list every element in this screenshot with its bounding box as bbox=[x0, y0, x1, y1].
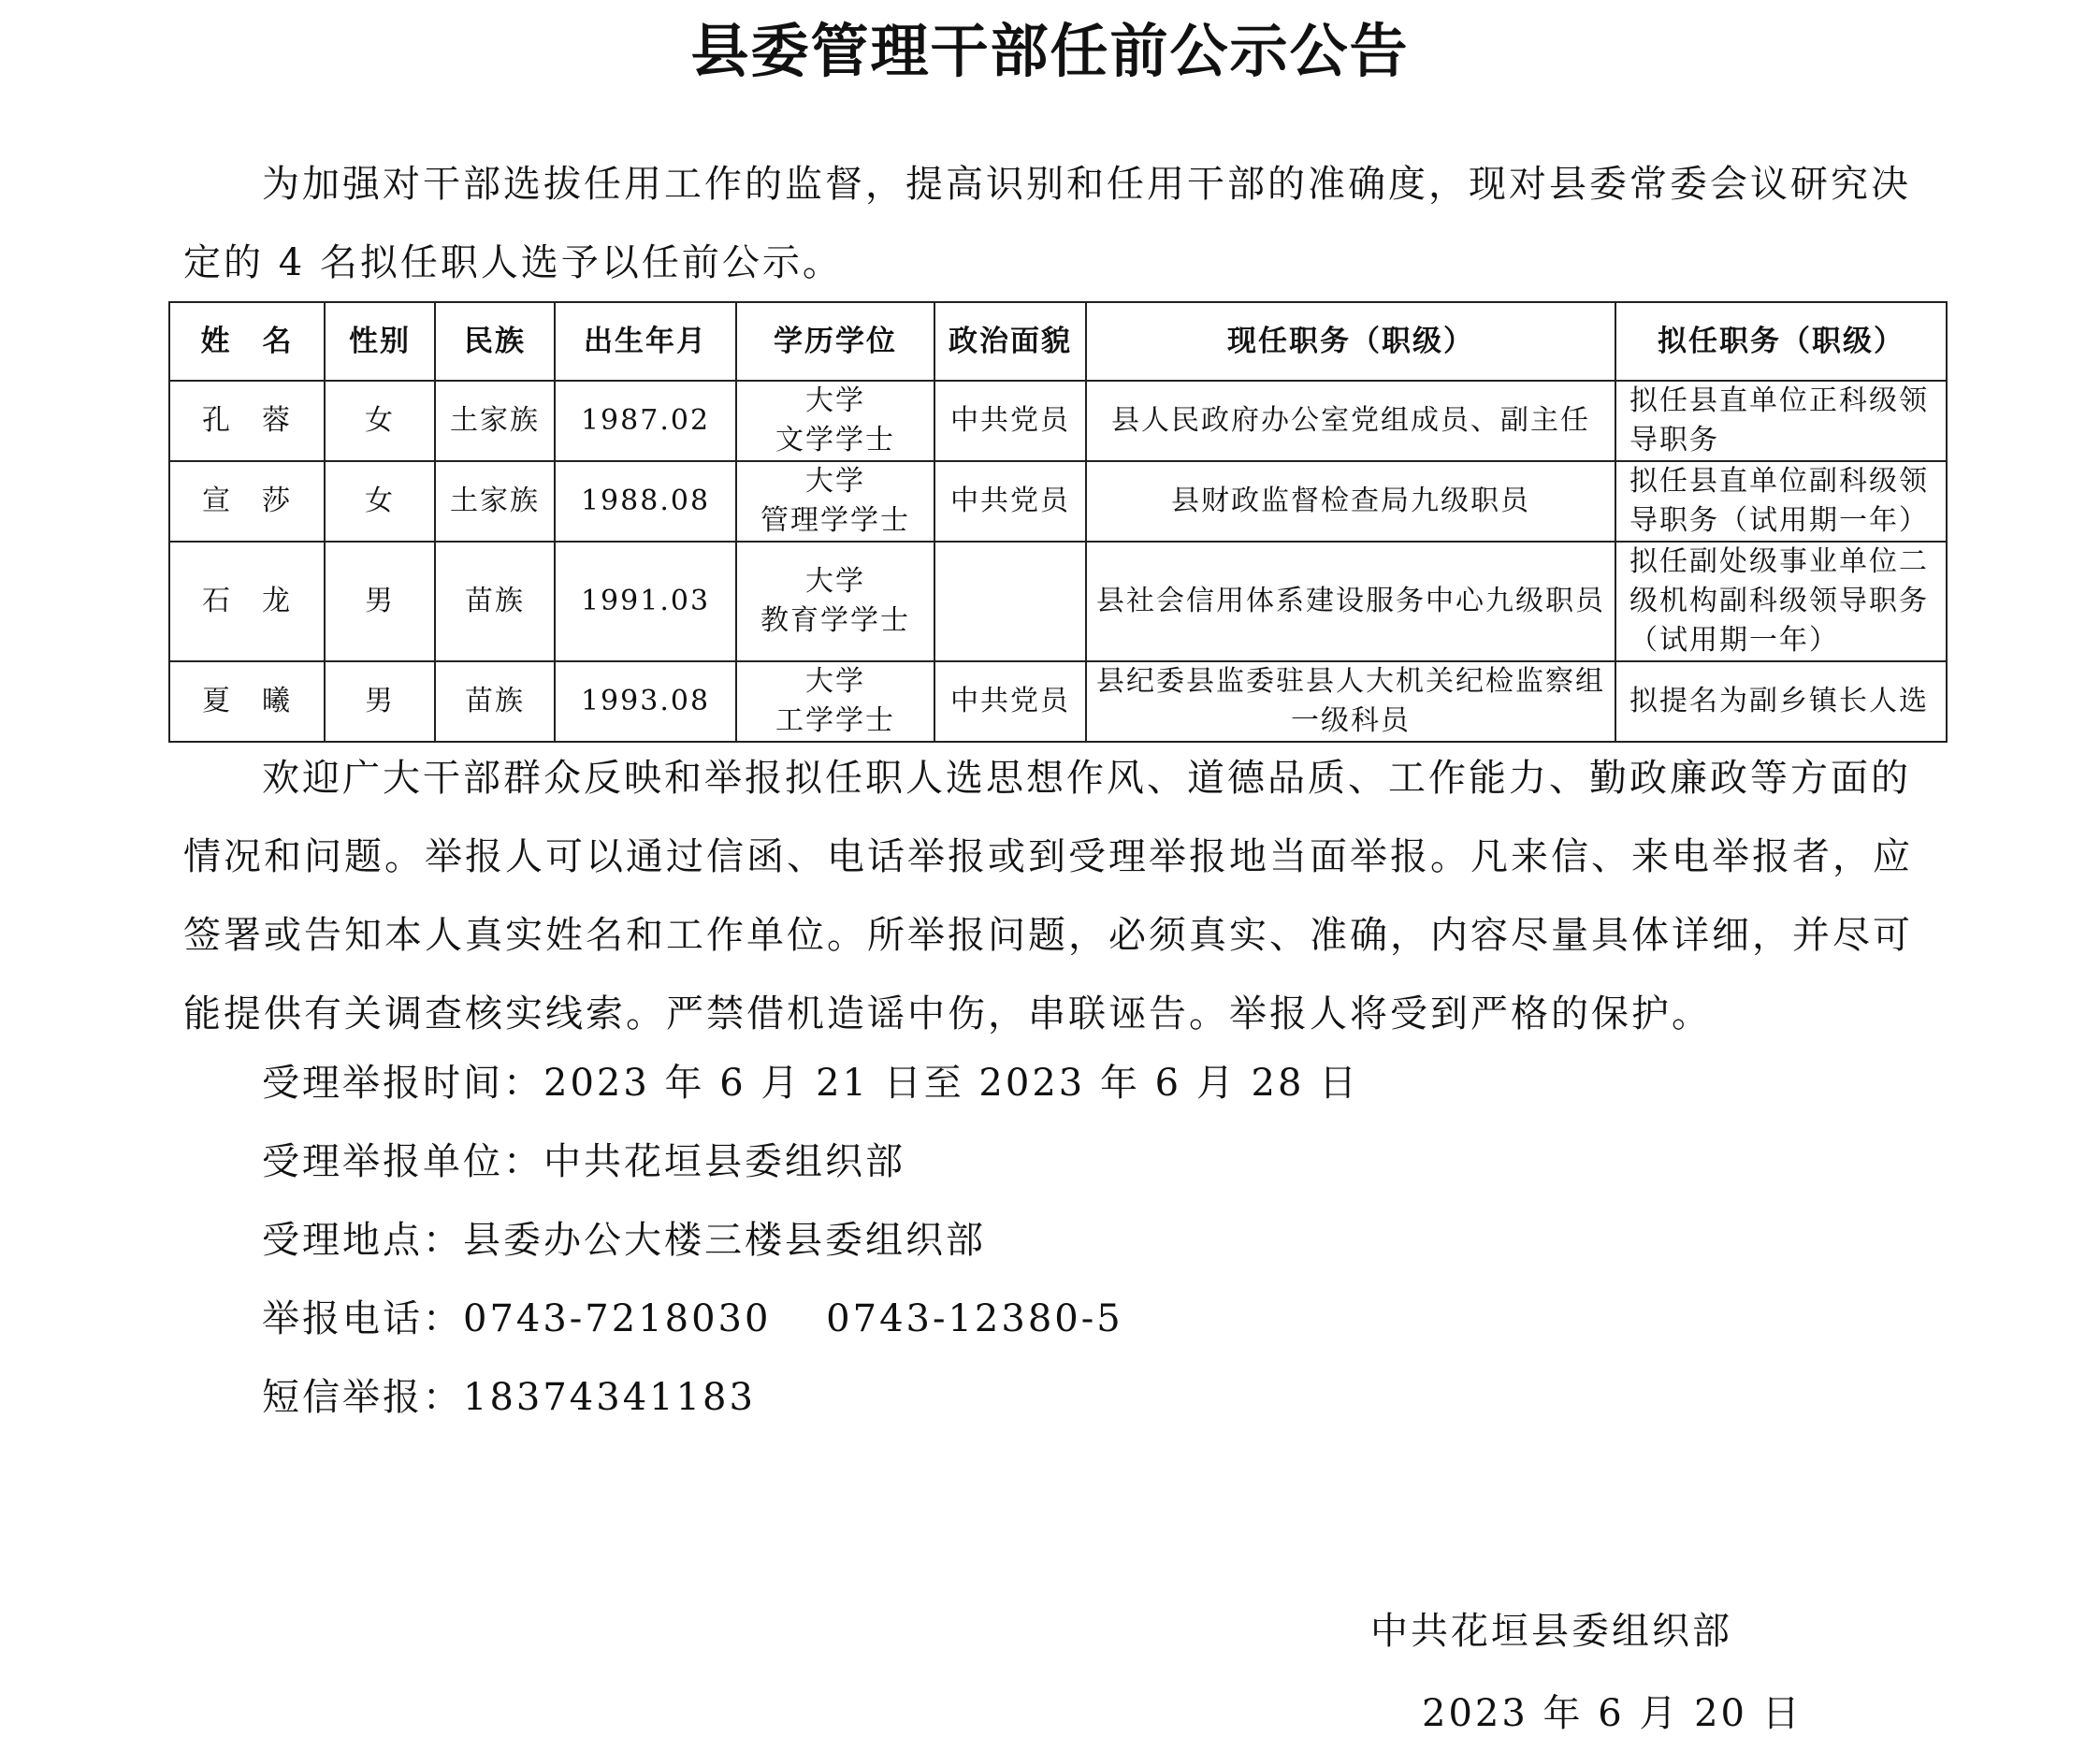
edu-level: 大学 bbox=[805, 565, 865, 598]
document-title: 县委管理干部任前公示公告 bbox=[690, 17, 1410, 85]
cell-proposed-post: 拟提名为副乡镇长人选 bbox=[1615, 661, 1947, 742]
cell-birth: 1993.08 bbox=[555, 661, 736, 742]
cell-ethnicity: 土家族 bbox=[435, 461, 555, 542]
cell-current-post: 县社会信用体系建设服务中心九级职员 bbox=[1086, 542, 1615, 661]
report-place: 受理地点：县委办公大楼三楼县委组织部 bbox=[262, 1219, 986, 1262]
table-row bbox=[169, 381, 1947, 461]
report-phone: 举报电话：0743-7218030 0743-12380-5 bbox=[262, 1297, 1123, 1340]
cell-current-post: 县人民政府办公室党组成员、副主任 bbox=[1086, 381, 1615, 461]
header-proposed-post: 拟任职务（职级） bbox=[1615, 302, 1947, 381]
cell-name: 石 龙 bbox=[169, 542, 325, 661]
cell-education bbox=[736, 661, 934, 742]
cell-political bbox=[934, 542, 1086, 661]
cell-education bbox=[736, 381, 934, 461]
cell-birth: 1988.08 bbox=[555, 461, 736, 542]
cell-political: 中共党员 bbox=[934, 661, 1086, 742]
edu-degree: 文学学士 bbox=[775, 424, 895, 456]
table-header-row bbox=[169, 302, 1947, 381]
signature-date: 2023 年 6 月 20 日 bbox=[1422, 1692, 1803, 1735]
edu-degree: 管理学学士 bbox=[760, 504, 910, 537]
edu-level: 大学 bbox=[805, 465, 865, 498]
edu-level: 大学 bbox=[805, 384, 865, 417]
edu-level: 大学 bbox=[805, 665, 865, 698]
report-unit: 受理举报单位：中共花垣县委组织部 bbox=[262, 1140, 905, 1183]
header-political: 政治面貌 bbox=[934, 302, 1086, 381]
cell-proposed-post: 拟任县直单位正科级领导职务 bbox=[1615, 381, 1947, 461]
cell-gender: 女 bbox=[325, 381, 435, 461]
report-sms: 短信举报：18374341183 bbox=[262, 1376, 756, 1419]
cell-name: 夏 曦 bbox=[169, 661, 325, 742]
cell-ethnicity: 苗族 bbox=[435, 542, 555, 661]
cell-gender: 男 bbox=[325, 661, 435, 742]
cell-current-post: 县财政监督检查局九级职员 bbox=[1086, 461, 1615, 542]
cell-gender: 男 bbox=[325, 542, 435, 661]
cell-education bbox=[736, 542, 934, 661]
intro-paragraph: 为加强对干部选拔任用工作的监督，提高识别和任用干部的准确度，现对县委常委会议研究决定的 4 名拟任职人选予以任前公示。 bbox=[183, 163, 1911, 284]
report-time: 受理举报时间：2023 年 6 月 21 日至 2023 年 6 月 28 日 bbox=[262, 1062, 1360, 1105]
table-row bbox=[169, 461, 1947, 542]
header-name: 姓 名 bbox=[169, 302, 325, 381]
cell-ethnicity: 土家族 bbox=[435, 381, 555, 461]
cell-current-post: 县纪委县监委驻县人大机关纪检监察组一级科员 bbox=[1086, 661, 1615, 742]
header-education: 学历学位 bbox=[736, 302, 934, 381]
candidate-table bbox=[168, 301, 1948, 743]
cell-proposed-post: 拟任县直单位副科级领导职务（试用期一年） bbox=[1615, 461, 1947, 542]
cell-political: 中共党员 bbox=[934, 461, 1086, 542]
table-row bbox=[169, 661, 1947, 742]
cell-birth: 1987.02 bbox=[555, 381, 736, 461]
cell-birth: 1991.03 bbox=[555, 542, 736, 661]
header-ethnicity: 民族 bbox=[435, 302, 555, 381]
reporting-paragraph: 欢迎广大干部群众反映和举报拟任职人选思想作风、道德品质、工作能力、勤政廉政等方面的情况和问题。举报人可以通过信函、电话举报或到受理举报地当面举报。凡来信、来电举报者，应签署或告知本人真实姓名和工作单位。所举报问题，必须真实、准确，内容尽量具体详细，并尽可能提供有关调查核实线索。严禁借机造谣中伤，串联诬告。举报人将受到严格的保护。 bbox=[183, 757, 1913, 1035]
cell-ethnicity: 苗族 bbox=[435, 661, 555, 742]
cell-gender: 女 bbox=[325, 461, 435, 542]
cell-political: 中共党员 bbox=[934, 381, 1086, 461]
edu-degree: 工学学士 bbox=[775, 704, 895, 737]
edu-degree: 教育学学士 bbox=[760, 604, 910, 637]
table-row bbox=[169, 542, 1947, 661]
signature-org: 中共花垣县委组织部 bbox=[1370, 1610, 1732, 1653]
header-gender: 性别 bbox=[325, 302, 435, 381]
cell-name: 孔 蓉 bbox=[169, 381, 325, 461]
cell-education bbox=[736, 461, 934, 542]
header-current-post: 现任职务（职级） bbox=[1086, 302, 1615, 381]
cell-name: 宣 莎 bbox=[169, 461, 325, 542]
header-birth: 出生年月 bbox=[555, 302, 736, 381]
cell-proposed-post: 拟任副处级事业单位二级机构副科级领导职务（试用期一年） bbox=[1615, 542, 1947, 661]
